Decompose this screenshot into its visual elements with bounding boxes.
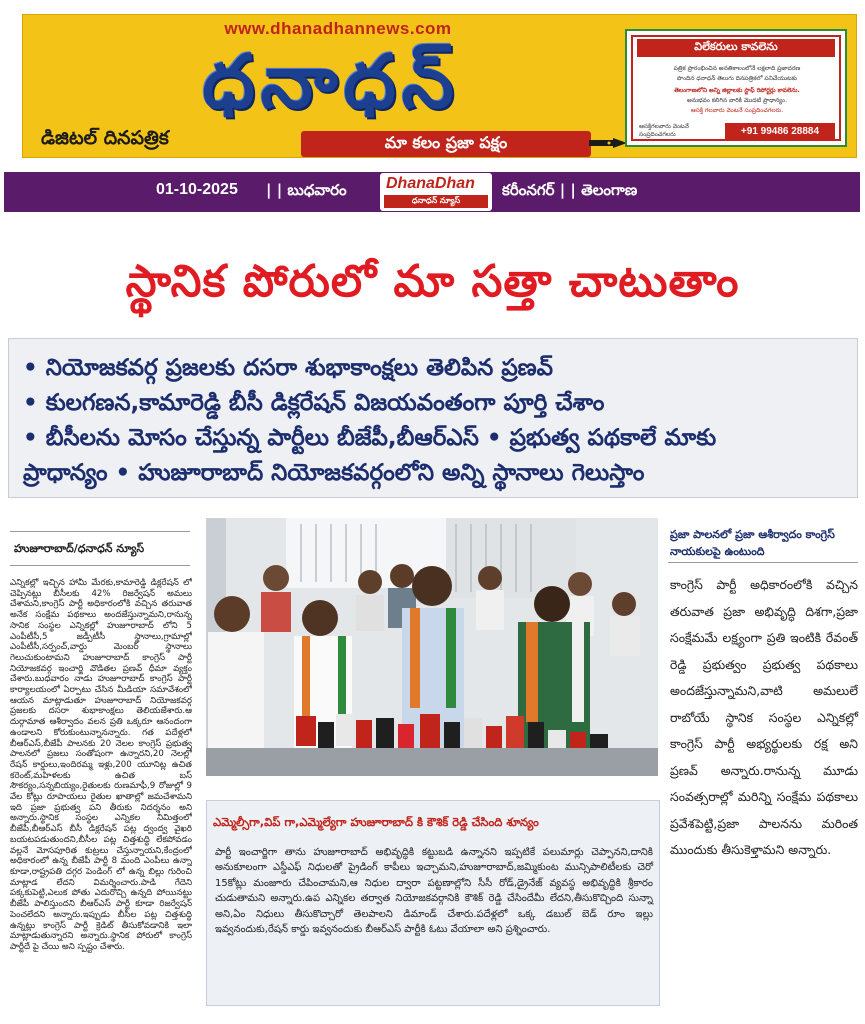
brand-logo[interactable]	[51, 41, 611, 123]
brand-name: ధనాధన్	[202, 39, 460, 125]
highlight-line: • నియోజకవర్గ ప్రజలకు దసరా శుభాకాంక్షలు తెలిపిన ప్రణవ్	[23, 355, 554, 381]
sub-article-box	[206, 800, 660, 1006]
main-headline: స్థానిక పోరులో మా సత్తా చాటుతాం	[125, 256, 740, 307]
divider	[668, 562, 858, 563]
sub-article-heading: ఎమ్మెల్సీగా,విప్ గా,ఎమ్మెల్యేగా హుజూరాబాద్ కి కౌశిక్ రెడ్డి చేసింది శూన్యం	[213, 815, 539, 829]
divider	[10, 565, 190, 566]
highlight-line: • కులగణన,కామారెడ్డి బీసీ డిక్లరేషన్ విజయవంతంగా పూర్తి చేశాం	[23, 390, 605, 416]
divider	[10, 531, 190, 532]
right-column-heading: ప్రజా పాలనలో ప్రజా ఆశీర్వాదం కాంగ్రెస్ నాయకులపై ఉంటుంది	[670, 528, 835, 558]
article-dateline: హుజూరాబాద్/ధనాధన్ న్యూస్	[14, 542, 145, 555]
pen-nib-icon	[589, 135, 629, 151]
masthead	[22, 14, 857, 158]
brand-slogan: మా కలం ప్రజా పక్షం	[301, 131, 591, 157]
right-column-body: కాంగ్రెస్ పార్టీ అధికారంలోకి వచ్చిన తరువాత ప్రజా అభివృద్ధి దిశగా,ప్రజా సంక్షేమమే లక్ష్యంగా ప్రతి ఇంటికి రేవంత్ రెడ్డి ప్రభుత్వం ప్రభుత్వ పథకాలు అందజేస్తున్నామని,వాటి అమలులే రాబోయే స్థానిక సంస్థల ఎన్నికల్లో కాంగ్రెస్ పార్టీ అభ్యర్థులకు రక్ష అని ప్రణవ్ అన్నారు.రానున్న మూడు సంవత్సరాల్లో మరిన్ని సంక్షేమ పథకాలు ప్రవేశపెట్టి,ప్రజా పాలనను మరింత ముందుకు తీసుకెళ్తామని అన్నారు.	[670, 577, 858, 857]
date-bar	[4, 172, 860, 212]
issue-location: కరీంనగర్ | | తెలంగాణ	[502, 181, 638, 199]
ad-line: అనుభవం కలిగిన వారికి మొదటి ప్రాధాన్యం.	[687, 97, 787, 104]
ad-line: తెలంగాణలోని అన్ని జిల్లాలకు స్టాఫ్ రిపోర్టర్లు కావలెను.	[674, 87, 800, 94]
press-meet-illustration	[206, 518, 658, 776]
site-url[interactable]: www.dhanadhannews.com	[224, 19, 452, 38]
recruitment-ad[interactable]	[625, 29, 847, 147]
ad-phone[interactable]: +91 99486 28884	[725, 123, 835, 139]
mini-logo[interactable]	[380, 173, 492, 211]
ad-line: పత్రిక ప్రారంభించిన అనతికాలంలోనే లక్షలాది ప్రజాదరణ	[673, 65, 801, 72]
ad-title: విలేకరులు కావలెను	[637, 39, 835, 57]
issue-date: 01-10-2025	[156, 181, 238, 198]
sub-article-body: పార్టీ ఇంచార్జిగా తాను హుజూరాబాద్ అభివృద్ధికి కట్టుబడి ఉన్నానని ఇప్పటికే పలుమార్లు చెప్పానని,దానికి అనుకూలంగా ఎస్డీఎఫ్ నిధులతో ప్రైడింగ్ కాపీలు ఇచ్చామని,హుజూరాబాద్,జమ్మికుంట మున్సిపాలిటీలకు చెరో 15కోట్లు మంజూరు చేపించామని,ఆ నిధుల ద్వారా పట్టణాల్లోని సీసీ రోడ్,డ్రైనేజ్ వ్యవస్థ అభివృద్ధికి శ్రీకారం చుడుతామని అన్నారు.ఉప ఎన్నికల తర్వాత నియోజకవర్గానికి కౌశిక్ రెడ్డి చేసిందేమీ లేదని,తీసుకొచ్చింది సున్నా అని,ఏం నిధులు తీసుకొచ్చారో తెలపాలని డిమాండ్ చేశారు.పదేళ్లలో ఒక్క డబుల్ బెడ్ రూం ఇల్లు ఇవ్వనందుకు,రేషన్ కార్డు ఇవ్వనందుకు బీఆర్ఎస్ పార్టీకి ఓటు వేయాలా అని ప్రశ్నించారు.	[215, 847, 653, 936]
highlight-line: • బీసీలను మోసం చేస్తున్న పార్టీలు బీజేపీ,బీఆర్ఎస్ • ప్రభుత్వ పథకాలే మాకు	[23, 425, 717, 451]
mini-logo-title: DhanaDhan	[386, 175, 475, 192]
left-article-body: ఎన్నికల్లో ఇచ్చిన హామీ మేరకు,కామారెడ్డి డిక్లరేషన్ లో చెప్పినట్లు బీసీలకు 42% రిజర్వేషన్ అమలు చేశామని,కాంగ్రెస్ పార్టీ అధికారంలోకి వచ్చిన తరువాత అనేక సంక్షేమ పథకాలు అందజేస్తున్నామని,రానున్న సానిక సంస్థల ఎన్నికల్లో హుజూరాబాద్ లోని 5 ఎంపీటీసీ,5 జడ్పీటీసీ స్థానాలు,గ్రామాల్లో ఎంపీటీసీ,సర్పంచ్,వార్డు మెంబర్ స్థానాలు గెలుచుకుంటామని హుజూరాబాద్ కాంగ్రెస్ పార్టీ నియోజకవర్గ ఇంచార్జి వొడితల ప్రణవ్ ధీమా వ్యక్తం చేశారు.బుధవారం నాడు హుజూరాబాద్ కాంగ్రెస్ పార్టీ కార్యాలయంలో ఏర్పాటు చేసిన మీడియా సమావేశంలో ఆయన మాట్లాడుతూ హుజూరాబాద్ నియోజకవర్గ ప్రజలకు దసరా శుభాకాంక్షలు తెలియజేశారు.ఆ దుర్గామాత ఆశీర్వాదం వలన ప్రతి ఒక్కరూ ఆనందంగా ఉండాలని కోరుకుంటున్నానన్నారు. గత పదేళ్లలో బీఆర్ఎస్,బీజేపీ పాలనకు 20 నెలల కాంగ్రెస్ ప్రభుత్వ పాలనలో ప్రజలు సంతోషంగా ఉన్నారని,20 నెలల్లో రేషన్ కార్డులు,ఇందిరమ్మ ఇళ్లు,200 యూనిట్ల ఉచిత కరెంట్,మహిళలకు ఉచిత బస్ సౌకర్యం,సన్నబియ్యం,రైతులకు రుణమాఫీ,9 రోజుల్లో 9 వేల కోట్లు రూపాయలు రైతుల ఖాతాల్లో జమచేశామని ఇది ప్రజా ప్రభుత్వ పని తీరుకు నిదర్శనం అని అన్నారు.స్థానిక సంస్థల ఎన్నికల నిమిత్తంలో బీజేపీ,బీఆర్ఎస్ బీసీ డిక్లరేషన్ పట్ల ద్వంద్వ వైఖరి బయటపడుతుందని,బీసీల పట్ల చిత్తశుద్ధి లేకపోవడం వల్లనే మోసపూరిత కుట్రలు చేస్తున్నాయని,కేంద్రంలో అధికారంలో ఉన్న బీజేపీ పార్టీ 8 మంది ఎంపీలు ఉన్నా కూడా,రాష్ట్రపతి దగ్గర పెండింగ్ లో ఉన్న బిల్లు గురించి మాట్లాడ లేదని విమర్శించారు.పాడి గేదెని పక్కకుపెట్టి,ఎలుక పోతు ఎదురొచ్చి ఉన్నది పోయినట్టు బీజేపీ పాలిస్తుందని బీఆర్ఎస్ పార్టీ కూడా రిజర్వేషన్ పెంచలేదని అన్నారు.ఇప్పుడు బీసీల పట్ల చిత్తశుద్ధి ఉన్నట్లు కాంగ్రెస్ పార్టీ క్రెడిట్ తీసుకోవడానికి ఇలా మాట్లాడుతున్నారని అన్నారు.స్థానిక పోరులో కాంగ్రెస్ పార్టీదే పై చేయి అని స్పష్టం చేశారు.	[10, 578, 192, 952]
highlight-line: ప్రాధాన్యం • హుజూరాబాద్ నియోజకవర్గంలోని అన్ని స్థానాలు గెలుస్తాం	[23, 460, 645, 486]
ad-line: పొందిన ధనాధన్ తెలుగు దినపత్రికలో పనిచేయుటకు	[676, 75, 798, 82]
brand-subtitle: డిజిటల్ దినపత్రిక	[41, 127, 169, 149]
ad-contact-label: ఆసక్తిగలవారు వెంటనే సంప్రదించగలరు	[639, 123, 689, 138]
press-meet-photo	[206, 518, 658, 776]
issue-day: | | బుధవారం	[266, 181, 347, 199]
ad-line: ఆసక్తి గలవారు వెంటనే సంప్రదించగలరు.	[690, 107, 784, 114]
highlights-box	[8, 338, 858, 498]
mini-logo-subtitle: ధనాధన్ న్యూస్	[384, 195, 488, 208]
